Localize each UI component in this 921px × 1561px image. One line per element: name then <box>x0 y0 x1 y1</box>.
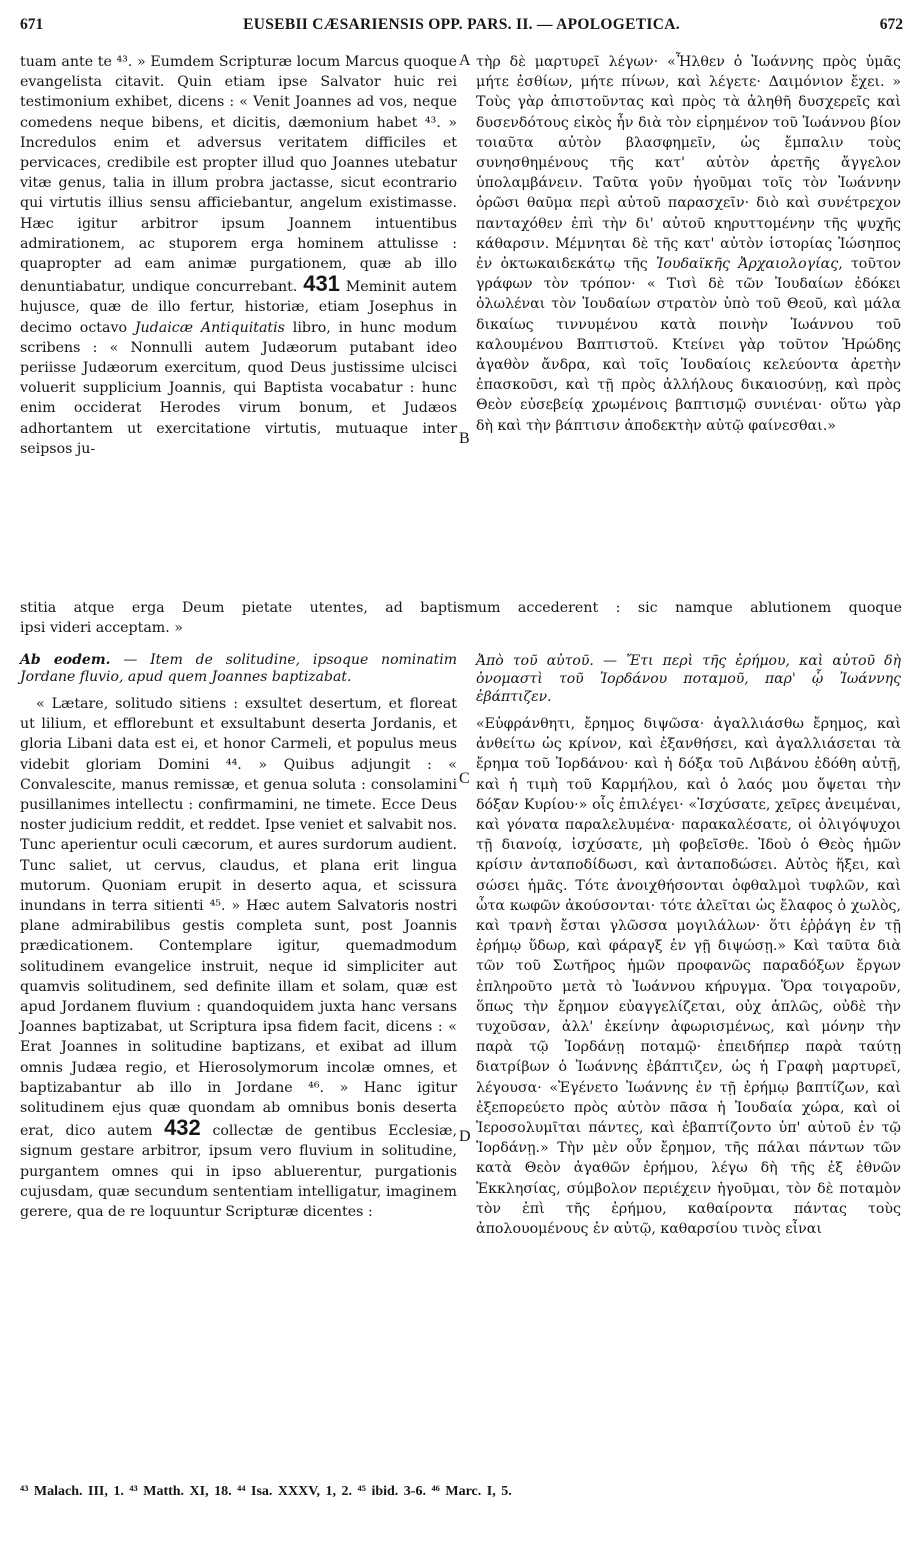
full-width-line-2: ipsi videri acceptam. » <box>20 620 183 637</box>
greek-text-1b: , τοῦτον γράφων τὸν τρόπον· « Τισὶ δὲ τῶν Ἰουδαίων ἐδόκει ὀλωλέναι τὸν Ἰουδαίων στρατὸν ὑπὸ τοῦ Θεοῦ, καὶ μάλα δικαίως τιννυμένου κατὰ ποινὴν Ἰωάννου τοῦ καλουμένου Βαπτιστοῦ. Κτείνει γὰρ τοῦτον Ἡρώδης ἀγαθὸν ἄνδρα, καὶ τοῖς Ἰουδαίοις κελεύοντα ἀρετὴν ἐπασκοῦσι, καὶ τῇ πρὸς ἀλλήλους δικαιοσύνῃ, καὶ πρὸς Θεὸν εὐσεβείᾳ χρωμένοις βαπτισμῷ συνιέναι· οὕτω γὰρ δὴ καὶ τὴν βάπτισιν ἀποδεκτὴν αὐτῷ φαίνεσθαι.» <box>476 256 901 434</box>
running-title: EUSEBII CÆSARIENSIS OPP. PARS. II. — APOLOGETICA. <box>243 16 680 33</box>
greek-heading-text: — Ἔτι περὶ τῆς ἐρήμου, καὶ αὐτοῦ δὴ ὀνομαστὶ τοῦ Ἰορδάνου ποταμοῦ, παρ' ᾧ Ἰωάννης ἐβάπτιζεν. <box>476 653 901 705</box>
latin-column-1 <box>20 52 457 459</box>
latin-heading-text: — Item de solitudine, ipsoque nominatim Jordane fluvio, apud quem Joannes baptizabat. <box>20 652 457 685</box>
full-width-line-1: stitia atque erga Deum pietate utentes, ad baptismum accederent : sic namque ablutionem quoque <box>20 600 902 616</box>
latin-text-1a: tuam ante te ⁴³. » Eumdem Scripturæ locum Marcus quoque evangelista citavit. Quin etiam ipse Salvator huic rei testimonium exhibet, dicens : « Venit Joannes ad vos, neque comedens neque bibens, et dicitis, dæmonium habet ⁴³. » Incredulos enim et adversus veritatem difficiles et pervicaces, credibile est propter illud quo Joannes utebatur vitæ genus, talia in illum probra jactasse, sicut econtrario qui virtutis illius sensu afficiebantur, angelum existimasse. Hæc igitur arbitror ipsum Joannem intuentibus admirationem, ac stuporem erga hominem attulisse : quapropter ad eam animæ purgationem, quæ ab illo denuntiabatur, undique concurrebant. <box>20 54 457 296</box>
latin-paragraph-1 <box>20 52 457 459</box>
margin-marker-a: A <box>459 52 471 69</box>
greek-column-1 <box>476 52 901 436</box>
latin-column-2 <box>20 652 457 1222</box>
footnotes: ⁴³ Malach. III, 1. ⁴³ Matth. XI, 18. ⁴⁴ Isa. XXXV, 1, 2. ⁴⁵ ibid. 3-6. ⁴⁶ Marc. I, 5. <box>20 1484 512 1499</box>
latin-text-2b: collectæ de gentibus Ecclesiæ, signum gestare arbitror, ipsum vero fluvium in solitudine, purgantem omnes qui in ipso abluerentur, purgationis cujusdam, quæ secundum sententiam intelligatur, imaginem gerere, qua de re loquuntur Scripturæ dicentes : <box>20 1123 458 1221</box>
column-number-432: 432 <box>164 1115 201 1141</box>
margin-marker-c: C <box>459 770 470 787</box>
full-width-continuation <box>20 598 902 638</box>
margin-marker-b: B <box>459 430 470 447</box>
latin-text-2a: « Lætare, solitudo sitiens : exsultet desertum, et floreat ut lilium, et efflorebunt et exsultabunt deserta Jordanis, et gloria Libani data est ei, et honor Carmeli, et populus meus videbit gloriam Domini ⁴⁴. » Quibus adjungit : « Convalescite, manus remissæ, et genua soluta : consolamini pusillanimes intellectu : confirmamini, ne timete. Ecce Deus noster judicium reddit, et reddet. Ipse veniet et salvabit nos. Tunc aperientur oculi cæcorum, et aures surdorum audient. Tunc saliet, ut cervus, claudus, et plana erit lingua mutorum. Quoniam erupit in deserto aqua, et scissura inundans in terra sitienti ⁴⁵. » Hæc autem Salvatoris nostri plane admirabilibus gestis completa sunt, post Joannis prædicationem. Contemplare igitur, quemadmodum solitudinem evangelice instruit, neque id simpliciter aut quamvis solitudinem, sed definite illam et solam, quæ est apud Jordanem fluvium : quandoquidem juxta hanc versans Joannes baptizabat, ut Scriptura ipsa fidem facit, dicens : « Erat Joannes in solitudine baptizans, et exibat ad illum omnis Judæa regio, et Hierosolymorum incolæ omnes, et baptizabantur ab illo in Jordane ⁴⁶. » Hanc igitur solitudinem ejus quæ quondam ab omnibus bonis deserta erat, dico autem <box>20 696 457 1140</box>
page-number-left: 671 <box>20 16 44 33</box>
page-number-right: 672 <box>879 16 903 33</box>
latin-book-title: Judaicæ Antiquitatis <box>134 319 285 336</box>
greek-paragraph-1 <box>476 52 901 436</box>
greek-column-2 <box>476 652 901 1239</box>
latin-text-1b: Meminit autem hujusce, quæ de illo fertur, historiæ, etiam Josephus in decimo octavo <box>20 279 457 336</box>
latin-paragraph-2 <box>20 694 457 1222</box>
page-header <box>20 16 903 38</box>
latin-text-1c: libro, in hunc modum scribens : « Nonnulli autem Judæorum putabant ideo periisse Judæorum exercitum, quod Deus justissime ulcisci voluerit supplicium Joannis, qui Baptista vocabatur : hunc enim occiderat Herodes virum bonum, et Judæos adhortantem ut exercitatione virtutis, mutuaque inter seipsos ju- <box>20 319 457 457</box>
margin-marker-d: D <box>459 1128 471 1145</box>
greek-paragraph-2: «Εὐφράνθητι, ἔρημος διψῶσα· ἀγαλλιάσθω ἔρημος, καὶ ἀνθείτω ὡς κρίνον, καὶ ἐξανθήσει, καὶ ἀγαλλιάσεται τὰ ἔρημα τοῦ Ἰορδάνου· καὶ ἡ δόξα τοῦ Λιβάνου ἐδόθη αὐτῇ, καὶ ἡ τιμὴ τοῦ Καρμήλου, καὶ ὁ λαός μου ὄψεται τὴν δόξαν Κυρίου·» οἷς ἐπιλέγει· «Ἰσχύσατε, χεῖρες ἀνειμέναι, καὶ γόνατα παραλελυμένα· παρακαλέσατε, οἱ ὀλιγόψυχοι τῇ διανοίᾳ, ἰσχύσατε, μὴ φοβεῖσθε. Ἰδοὺ ὁ Θεὸς ἡμῶν κρίσιν ἀνταποδίδωσι, καὶ ἀνταποδώσει. Αὐτὸς ἥξει, καὶ σώσει ἡμᾶς. Τότε ἀνοιχθήσονται ὀφθαλμοὶ τυφλῶν, καὶ ὦτα κωφῶν ἀκούσονται· τότε ἁλεῖται ὡς ἔλαφος ὁ χωλὸς, καὶ τρανὴ ἔσται γλῶσσα μογιλάλων· ὅτι ἐῤῥάγη ἐν τῇ ἐρήμῳ ὕδωρ, καὶ φάραγξ ἐν γῇ διψώσῃ.» Καὶ ταῦτα διὰ τῶν τοῦ Σωτῆρος ἡμῶν προφανῶς παραδόξων ἔργων ἐπληροῦτο μετὰ τὸ Ἰωάννου κήρυγμα. Ὅρα τοιγαροῦν, ὅπως τὴν ἔρημον εὐαγγελίζεται, οὐχ ἁπλῶς, οὐδὲ τὴν τυχοῦσαν, ἀλλ' ἐκείνην ἀφωρισμένως, καὶ μόνην τὴν παρὰ τῷ Ἰορδάνῃ ποταμῷ· ἐπειδήπερ παρὰ ταύτῃ διατρίβων ὁ Ἰωάννης ἐβάπτιζεν, ὡς ἡ Γραφὴ μαρτυρεῖ, λέγουσα· «Ἐγένετο Ἰωάννης ἐν τῇ ἐρήμῳ βαπτίζων, καὶ ἐξεπορεύετο πρὸς αὐτὸν πᾶσα ἡ Ἰουδαία χώρα, καὶ οἱ Ἱεροσολυμῖται πάντες, καὶ ἐβαπτίζοντο ὑπ' αὐτοῦ ἐν τῷ Ἰορδάνῃ.» Τὴν μὲν οὖν ἔρημον, τῆς πάλαι πάντων τῶν κατὰ Θεὸν ἀγαθῶν ἐρήμου, λέγω δὴ τῆς ἐξ ἐθνῶν Ἐκκλησίας, σύμβολον περιέχειν ἡγοῦμαι, τὸν δὲ ποταμὸν τὸν ἐπὶ τῆς ἐρήμου, καθαίροντα πάντας τοὺς ἀπολουομένους ἐν αὐτῷ, καθαρσίου τινὸς εἶναι <box>476 716 901 1238</box>
greek-heading-source: Ἀπὸ τοῦ αὐτοῦ. <box>476 653 594 669</box>
greek-section-heading <box>476 652 901 706</box>
greek-book-title: Ἰουδαϊκῆς Ἀρχαιολογίας <box>655 256 839 273</box>
greek-text-1a: τὴρ δὲ μαρτυρεῖ λέγων· «Ἦλθεν ὁ Ἰωάννης πρὸς ὑμᾶς μήτε ἐσθίων, μήτε πίνων, καὶ λέγετε· Δαιμόνιον ἔχει. » Τοὺς γὰρ ἀπιστοῦντας καὶ πρὸς τὰ ἀληθῆ δυσχερεῖς καὶ δυσενδότους εἰκὸς ἦν διὰ τὸν εἰρημένον τοῦ Ἰωάννου βίον τοιαῦτα αὐτὸν βλασφημεῖν, ὡς ἔμπαλιν τοὺς συνησθημένους τῆς κατ' αὐτὸν ἀρετῆς ἄγγελον ὑπολαμβάνειν. Ταῦτα γοῦν ἡγοῦμαι τοῖς τὸν Ἰωάννην ὁρῶσι θαῦμα περὶ αὐτοῦ παρασχεῖν· διὸ καὶ συνέτρεχον πανταχόθεν ἐπὶ τὴν δι' αὐτοῦ κηρυττομένην τῆς ψυχῆς κάθαρσιν. Μέμνηται δὲ τῆς κατ' αὐτὸν ἱστορίας Ἰώσηπος ἐν ὀκτωκαιδεκάτῳ τῆς <box>476 54 901 273</box>
column-number-431: 431 <box>303 271 340 297</box>
latin-heading-source: Ab eodem. <box>20 652 111 668</box>
latin-section-heading <box>20 652 457 686</box>
